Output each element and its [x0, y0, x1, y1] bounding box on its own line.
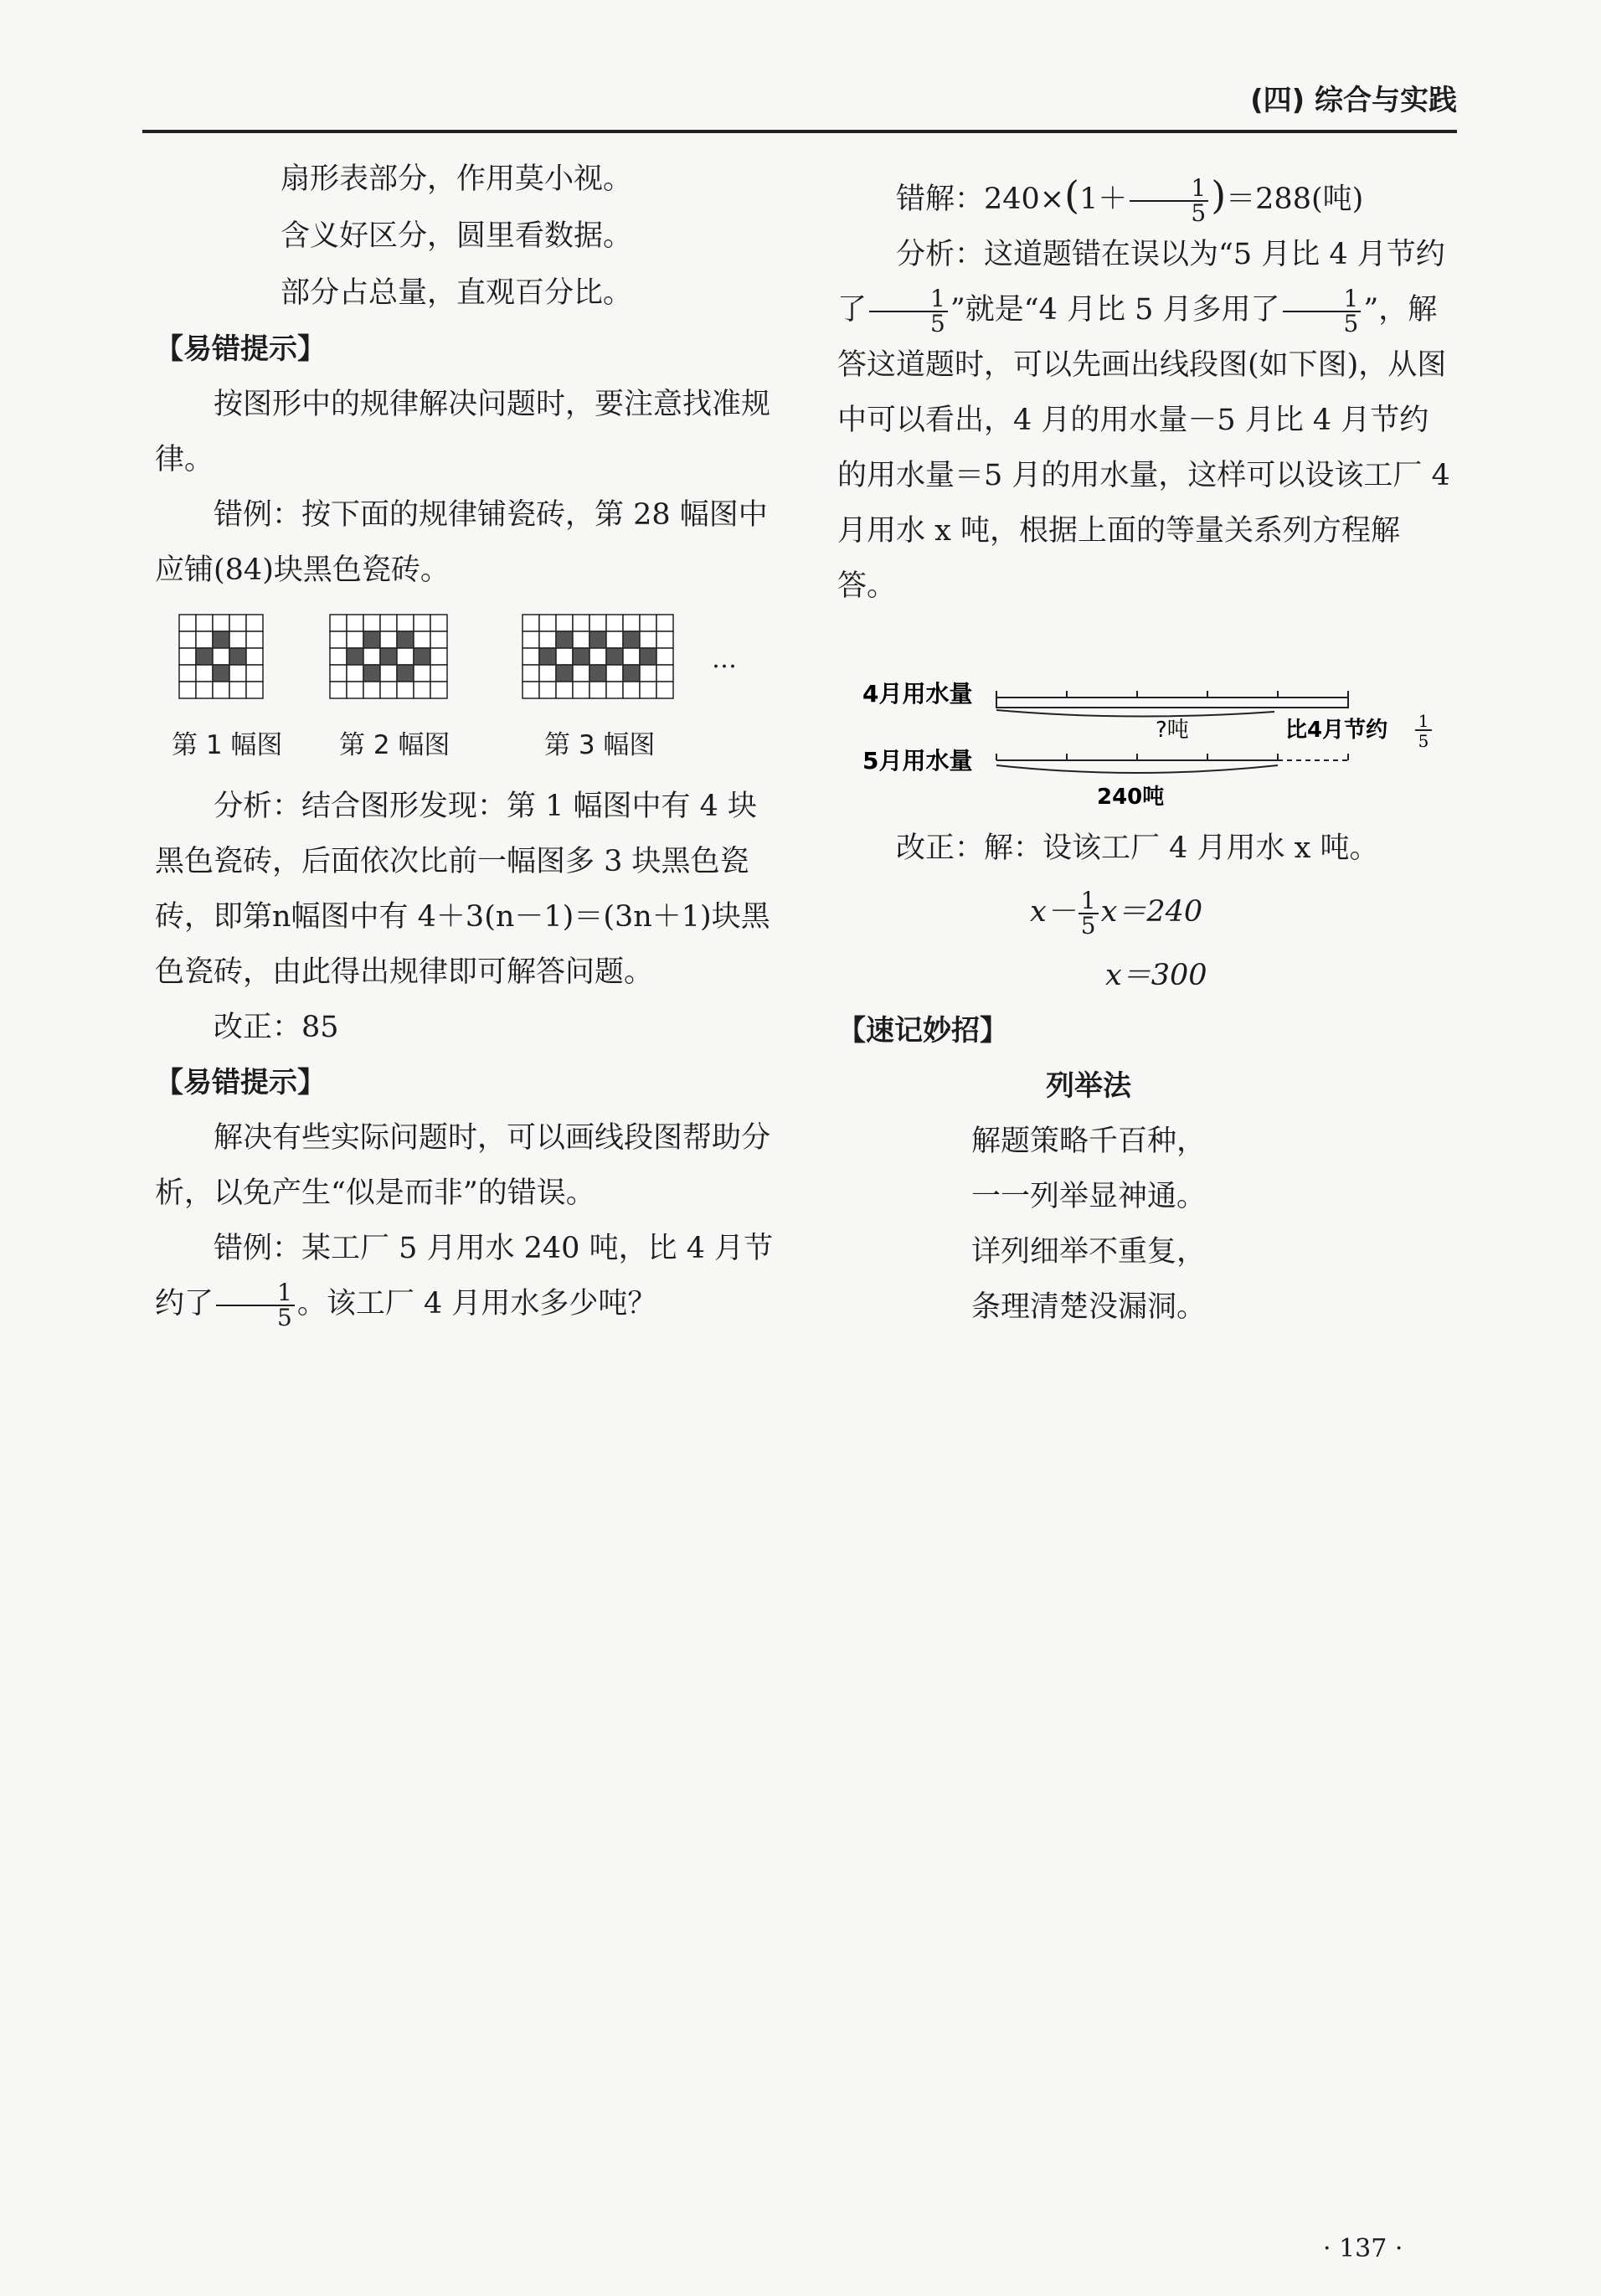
white-tile	[229, 615, 246, 631]
black-tile	[229, 648, 246, 665]
may-label: 5月用水量	[862, 747, 973, 775]
black-tile	[380, 648, 397, 665]
wrong-solution: 错解：240×(1＋ $\frac{1}{5}$ )＝288(吨)	[896, 172, 1364, 227]
ellipsis: …	[712, 645, 737, 674]
white-tile	[196, 682, 213, 698]
line-segment-diagram	[837, 670, 1457, 821]
white-tile	[414, 631, 430, 648]
method-line: 详列细举不重复，	[970, 1235, 1206, 1269]
white-tile	[246, 648, 263, 665]
page-header: (四) 综合与实践	[1250, 84, 1457, 117]
white-tile	[363, 615, 380, 631]
white-tile	[656, 682, 673, 698]
white-tile	[430, 631, 447, 648]
white-tile	[397, 648, 414, 665]
figure-caption: 第 3 幅图	[544, 730, 656, 760]
white-tile	[623, 682, 640, 698]
april-bar	[996, 691, 1348, 708]
tip-text: 解决有些实际问题时，可以画线段图帮助分析，以免产生“似是而非”的错误。	[155, 1121, 771, 1210]
correction-text: 改正：85	[214, 1011, 339, 1044]
white-tile	[606, 682, 623, 698]
white-tile	[556, 615, 573, 631]
method-line: 解题策略千百种，	[970, 1125, 1206, 1158]
black-tile	[573, 648, 589, 665]
poem-line: 部分占总量，直观百分比。	[281, 276, 633, 310]
white-tile	[589, 648, 606, 665]
method-line: 条理清楚没漏洞。	[970, 1290, 1206, 1324]
white-tile	[196, 615, 213, 631]
white-tile	[573, 665, 589, 682]
white-tile	[363, 682, 380, 698]
white-tile	[523, 631, 539, 648]
white-tile	[523, 665, 539, 682]
black-tile	[589, 631, 606, 648]
poem-line: 扇形表部分，作用莫小视。	[281, 162, 633, 196]
wrong-example: 错例：某工厂 5 月用水 240 吨，比 4 月节约了 $\frac{1}{5}$ 。该工厂 4 月用水多少吨？	[155, 1232, 774, 1331]
black-tile	[589, 665, 606, 682]
white-tile	[330, 682, 347, 698]
unknown-label: ?吨	[1156, 718, 1189, 743]
white-tile	[656, 615, 673, 631]
svg-text:1: 1	[1418, 711, 1429, 731]
white-tile	[640, 665, 656, 682]
black-tile	[397, 631, 414, 648]
method-line: 一一列举显神通。	[970, 1180, 1206, 1213]
wrong-example: 错例：按下面的规律铺瓷砖，第 28 幅图中应铺(84)块黑色瓷砖。	[155, 498, 768, 587]
white-tile	[573, 631, 589, 648]
white-tile	[430, 665, 447, 682]
white-tile	[539, 615, 556, 631]
white-tile	[556, 648, 573, 665]
tip-heading: 【易错提示】	[155, 332, 326, 366]
white-tile	[640, 682, 656, 698]
white-tile	[523, 682, 539, 698]
page-number: · 137 ·	[1323, 2234, 1403, 2263]
method-title: 列举法	[1046, 1069, 1131, 1103]
tip-heading: 【速记妙招】	[837, 1014, 1008, 1048]
white-tile	[573, 615, 589, 631]
white-tile	[179, 682, 196, 698]
analysis-text: 分析：这道题错在误以为“5 月比 4 月节约了 $\frac{1}{5}$ ”就是“4 月比 5 月多用了 $\frac{1}{5}$ ”，解答这道题时，可以先画出线段图(如下图)，从图中可以看出，4 月的用水量－5 月比 4 月节约的用水量＝5 月的用水量，这样可以设该工厂 4 月用水 x 吨，根据上面的等量关系列方程解答。	[837, 238, 1450, 603]
left-column	[155, 151, 775, 598]
white-tile	[606, 631, 623, 648]
white-tile	[347, 615, 363, 631]
white-tile	[539, 682, 556, 698]
tile-figure-3	[519, 611, 712, 715]
white-tile	[589, 615, 606, 631]
white-tile	[196, 631, 213, 648]
black-tile	[196, 648, 213, 665]
white-tile	[196, 665, 213, 682]
white-tile	[640, 615, 656, 631]
white-tile	[539, 665, 556, 682]
header-rule	[142, 130, 1457, 133]
white-tile	[656, 665, 673, 682]
white-tile	[246, 615, 263, 631]
white-tile	[330, 631, 347, 648]
black-tile	[539, 648, 556, 665]
saved-label: 比4月节约	[1285, 718, 1388, 743]
black-tile	[347, 648, 363, 665]
white-tile	[430, 615, 447, 631]
svg-text:5: 5	[1418, 731, 1429, 751]
black-tile	[606, 648, 623, 665]
white-tile	[213, 648, 229, 665]
white-tile	[179, 665, 196, 682]
white-tile	[556, 682, 573, 698]
fraction: $\frac{1}{5}$	[216, 1281, 295, 1330]
white-tile	[347, 665, 363, 682]
white-tile	[380, 615, 397, 631]
white-tile	[606, 665, 623, 682]
white-tile	[330, 665, 347, 682]
white-tile	[656, 631, 673, 648]
white-tile	[380, 665, 397, 682]
black-tile	[213, 665, 229, 682]
white-tile	[330, 648, 347, 665]
white-tile	[606, 615, 623, 631]
white-tile	[246, 665, 263, 682]
white-tile	[380, 631, 397, 648]
figure-caption: 第 1 幅图	[172, 730, 283, 760]
correction-text: 改正：解：设该工厂 4 月用水 x 吨。	[896, 831, 1379, 865]
tip-text: 按图形中的规律解决问题时，要注意找准规律。	[155, 388, 771, 476]
black-tile	[623, 665, 640, 682]
black-tile	[397, 665, 414, 682]
white-tile	[640, 631, 656, 648]
white-tile	[589, 682, 606, 698]
equation: x＝300	[1105, 959, 1207, 992]
white-tile	[363, 648, 380, 665]
white-tile	[347, 682, 363, 698]
white-tile	[179, 648, 196, 665]
black-tile	[363, 665, 380, 682]
white-tile	[573, 682, 589, 698]
black-tile	[640, 648, 656, 665]
white-tile	[430, 648, 447, 665]
figure-caption: 第 2 幅图	[339, 730, 450, 760]
black-tile	[556, 665, 573, 682]
poem-line: 含义好区分，圆里看数据。	[281, 219, 633, 253]
white-tile	[397, 615, 414, 631]
right-column	[837, 167, 1457, 614]
white-tile	[656, 648, 673, 665]
white-tile	[414, 615, 430, 631]
right-column-lower	[837, 821, 1457, 1335]
black-tile	[213, 631, 229, 648]
watermark	[0, 0, 1, 1]
black-tile	[623, 631, 640, 648]
white-tile	[380, 682, 397, 698]
white-tile	[523, 615, 539, 631]
white-tile	[430, 682, 447, 698]
white-tile	[229, 631, 246, 648]
black-tile	[414, 648, 430, 665]
left-column-lower	[155, 779, 775, 1331]
white-tile	[347, 631, 363, 648]
tile-figure-1	[176, 611, 318, 715]
white-tile	[179, 615, 196, 631]
white-tile	[330, 615, 347, 631]
white-tile	[539, 631, 556, 648]
white-tile	[397, 682, 414, 698]
white-tile	[523, 648, 539, 665]
analysis-text: 分析：结合图形发现：第 1 幅图中有 4 块黑色瓷砖，后面依次比前一幅图多 3 块黑色瓷砖，即第n幅图中有 4＋3(n－1)＝(3n＋1)块黑色瓷砖，由此得出规律即可解答问题。	[155, 790, 770, 989]
white-tile	[229, 665, 246, 682]
white-tile	[623, 615, 640, 631]
white-tile	[179, 631, 196, 648]
tile-figure-2	[327, 611, 519, 715]
black-tile	[556, 631, 573, 648]
may-value-label: 240吨	[1097, 785, 1165, 810]
tip-heading: 【易错提示】	[155, 1066, 326, 1099]
april-label: 4月用水量	[862, 680, 973, 708]
equation: x－ $\frac{1}{5}$ x＝240	[1030, 886, 1203, 940]
white-tile	[246, 682, 263, 698]
white-tile	[414, 665, 430, 682]
white-tile	[414, 682, 430, 698]
white-tile	[213, 615, 229, 631]
black-tile	[363, 631, 380, 648]
white-tile	[229, 682, 246, 698]
white-tile	[213, 682, 229, 698]
white-tile	[623, 648, 640, 665]
white-tile	[246, 631, 263, 648]
